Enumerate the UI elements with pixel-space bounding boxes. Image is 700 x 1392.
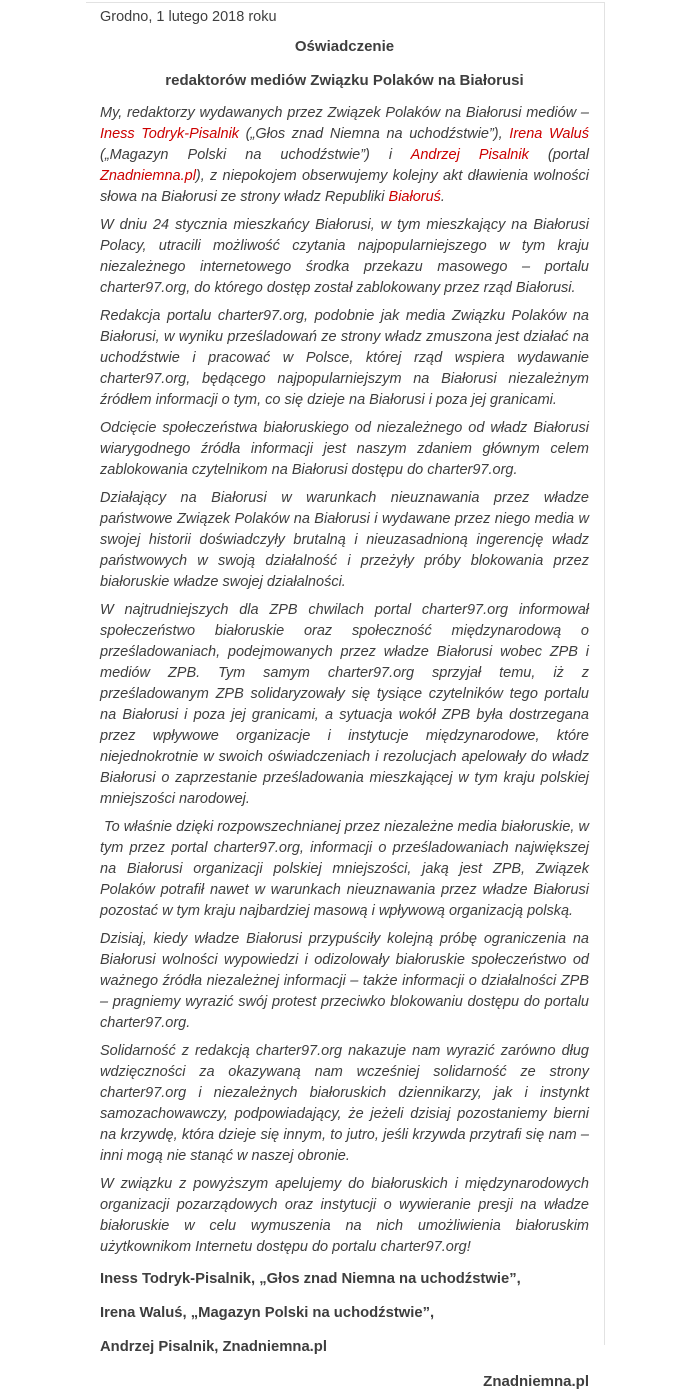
article-body <box>100 103 589 1258</box>
paragraph-text: („Magazyn Polski na uchodźstwie”) i <box>100 147 411 163</box>
red-link-text[interactable]: Białoruś <box>388 189 441 205</box>
paragraph-text: W dniu 24 stycznia mieszkańcy Białorusi, w tym mieszkający na Białorusi Polacy, utracili możliwość czytania najpopularniejszego w tym kraju niezależnego internetowego środka przekazu masowego – portalu charter97.org, do którego dostęp został zablokowany przez rząd Białorusi. <box>100 217 589 296</box>
paragraph <box>100 418 589 481</box>
signature-line: Irena Waluś, „Magazyn Polski na uchodźstwie”, <box>100 1305 435 1321</box>
paragraph <box>100 306 589 411</box>
paragraph-text: Solidarność z redakcją charter97.org nakazuje nam wyrazić zarówno dług wdzięczności za okazywaną nam wcześniej solidarność ze strony charter97.org i niezależnych białoruskich dziennikarzy, jak i instynkt samozachowawczy, podpowiadający, że jeżeli dzisiaj pozostaniemy bierni na krzywdę, która dzieje się innym, to jutro, jeśli krzywda przytrafi się nam – inni mogą nie stanąć w naszej obronie. <box>100 1043 589 1164</box>
paragraph <box>100 1174 589 1258</box>
paragraph-text: ), z niepokojem obserwujemy kolejny akt dławienia wolności słowa na Białorusi ze strony władz Republiki <box>100 168 589 205</box>
paragraph <box>100 817 589 922</box>
paragraph <box>100 929 589 1034</box>
paragraph-text: Działający na Białorusi w warunkach nieuznawania przez władze państwowe Związek Polaków na Białorusi i wydawane przez niego media w swojej historii doświadczyły brutalną i nieuzasadnioną ingerencję władz państwowych w swoją działalność i przeżyły próby blokowania przez białoruskie władze swojej działalności. <box>100 490 589 590</box>
paragraph-text: („Głos znad Niemna na uchodźstwie”), <box>239 126 510 142</box>
paragraph-text: Odcięcie społeczeństwa białoruskiego od niezależnego od władz Białorusi wiarygodnego źródła informacji jest naszym zdaniem głównym celem zablokowania czytelnikom na Białorusi dostępu do charter97.org. <box>100 420 589 478</box>
red-link-text[interactable]: Irena Waluś <box>509 126 589 142</box>
red-link-text[interactable]: Iness Todryk-Pisalnik <box>100 126 240 142</box>
paragraph <box>100 1041 589 1167</box>
signature-line: Iness Todryk-Pisalnik, „Głos znad Niemna na uchodźstwie”, <box>100 1271 521 1287</box>
red-link-text[interactable]: Andrzej Pisalnik <box>410 147 529 163</box>
document <box>86 3 604 1392</box>
paragraph-text: . <box>440 189 445 205</box>
paragraph-text: W związku z powyższym apelujemy do białoruskich i międzynarodowych organizacji pozarządowych oraz instytucji o wywieranie presji na władze białoruskie w celu wymuszenia na nich umożliwienia białoruskim użytkownikom Internetu dostępu do portalu charter97.org! <box>100 1176 589 1255</box>
paragraph <box>100 215 589 299</box>
paragraph <box>100 103 589 208</box>
document-title: Oświadczenie <box>294 38 395 55</box>
paragraph <box>100 488 589 593</box>
paragraph-text: Dzisiaj, kiedy władze Białorusi przypuściły kolejną próbę ograniczenia na Białorusi wolności wypowiedzi i odizolowały białoruskie społeczeństwo od ważnego źródła niezależnej informacji – także informacji o działalności ZPB – pragniemy wyrazić swój protest przeciwko blokowaniu dostępu do portalu charter97.org. <box>100 931 589 1031</box>
paragraph <box>100 600 589 810</box>
document-subtitle: redaktorów mediów Związku Polaków na Białorusi <box>165 72 524 89</box>
footer-brand-link[interactable]: Znadniemna.pl <box>483 1373 589 1390</box>
red-link-text[interactable]: Znadniemna.pl <box>100 168 196 184</box>
content-frame <box>86 2 605 1390</box>
dateline: Grodno, 1 lutego 2018 roku <box>100 9 277 25</box>
paragraph-text: My, redaktorzy wydawanych przez Związek Polaków na Białorusi mediów – <box>100 105 589 121</box>
paragraph-text: (portal <box>528 147 589 163</box>
paragraph-text: W najtrudniejszych dla ZPB chwilach portal charter97.org informował społeczeństwo białoruskie oraz społeczność międzynarodową o prześladowaniach, podejmowanych przez władze Białorusi wobec ZPB i mediów ZPB. Tym samym charter97.org sprzyjał temu, iż z prześladowanym ZPB solidaryzowały się tysiące czytelników tego portalu na Białorusi i poza jej granicami, a sytuacja wokół ZPB była dostrzegana przez wpływowe organizacje i instytucje międzynarodowe, które niejednokrotnie w swoich oświadczeniach i rezolucjach apelowały do władz Białorusi o zaprzestanie prześladowania mieszkającej w tym kraju polskiej mniejszości narodowej. <box>100 602 589 807</box>
paragraph-text: Redakcja portalu charter97.org, podobnie jak media Związku Polaków na Białorusi, w wyniku prześladowań ze strony władz zmuszona jest działać na uchodźstwie i pracować w Polsce, której rząd wspiera wydawanie charter97.org, będącego najpopularniejszym na Białorusi niezależnym źródłem informacji o tym, co się dzieje na Białorusi i poza jej granicami. <box>100 308 589 408</box>
signature-line: Andrzej Pisalnik, Znadniemna.pl <box>100 1339 327 1355</box>
paragraph-text: To właśnie dzięki rozpowszechnianej przez niezależne media białoruskie, w tym przez portal charter97.org, informacji o prześladowaniach największej na Białorusi organizacji polskiej mniejszości, jaką jest ZPB, Związek Polaków potrafił nawet w warunkach nieuznawania przez władze Białorusi pozostać w tym kraju najbardziej masową i wpływową organizacją polską. <box>100 819 589 919</box>
